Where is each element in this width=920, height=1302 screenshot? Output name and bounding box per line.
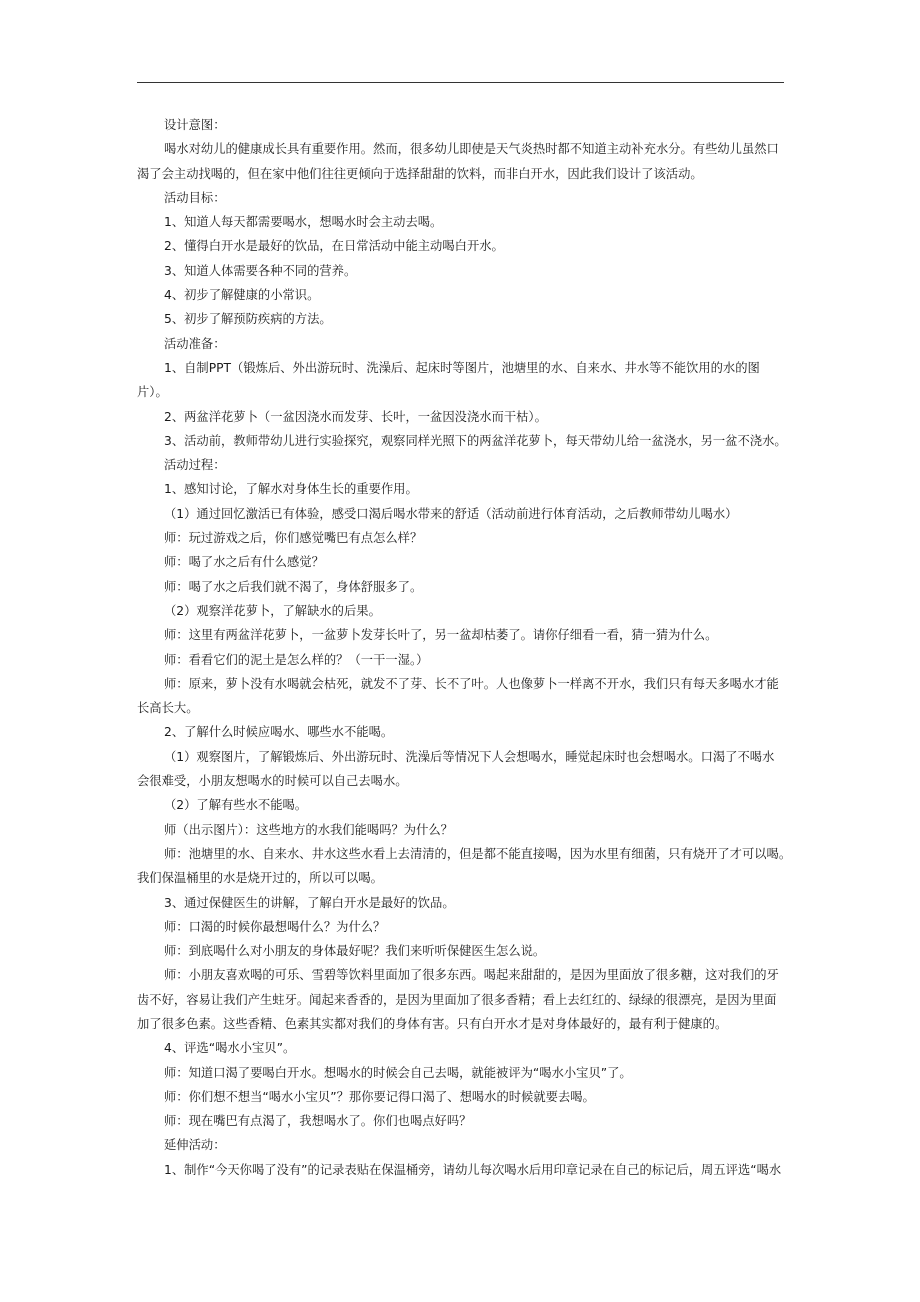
text-line: 4、评选“喝水小宝贝”。 [164, 1041, 296, 1056]
text-line: 师：你们想不想当“喝水小宝贝”？那你要记得口渴了、想喝水的时候就要去喝。 [164, 1089, 595, 1104]
text-line: 3、知道人体需要各种不同的营养。 [164, 263, 357, 278]
text-line: （2）了解有些水不能喝。 [164, 798, 308, 813]
text-line: 师：口渴的时候你最想喝什么？为什么？ [164, 919, 386, 934]
text-line: 1、自制PPT（锻炼后、外出游玩时、洗澡后、起床时等图片，池塘里的水、自来水、井水等不能饮用的水的图 [164, 360, 760, 375]
text-line: 1、制作“今天你喝了没有”的记录表贴在保温桶旁，请幼儿每次喝水后用印章记录在自己的标记后，周五评选“喝水 [164, 1162, 782, 1177]
text-line: 5、初步了解预防疾病的方法。 [164, 312, 332, 327]
text-line: 设计意图： [164, 118, 226, 132]
text-line: 师：知道口渴了要喝白开水。想喝水的时候会自己去喝，就能被评为“喝水小宝贝”了。 [164, 1065, 632, 1080]
text-line: 加了很多色素。这些香精、色素其实都对我们的身体有害。只有白开水才是对身体最好的，最有利于健康的。 [137, 1016, 728, 1031]
text-line: 3、活动前，教师带幼儿进行实验探究，观察同样光照下的两盆洋花萝卜，每天带幼儿给一盆浇水，另一盆不浇水。 [164, 433, 787, 448]
text-line: 渴了会主动找喝的，但在家中他们往往更倾向于选择甜甜的饮料，而非白开水，因此我们设计了该活动。 [137, 166, 703, 181]
text-line: 师：到底喝什么对小朋友的身体最好呢？我们来听听保健医生怎么说。 [164, 944, 546, 959]
text-line: 活动准备： [164, 336, 226, 351]
text-line: 活动目标： [164, 190, 226, 205]
text-line: 1、感知讨论，了解水对身体生长的重要作用。 [164, 482, 418, 497]
text-line: 1、知道人每天都需要喝水，想喝水时会主动去喝。 [164, 215, 443, 230]
text-line: 师：玩过游戏之后，你们感觉嘴巴有点怎么样？ [164, 531, 423, 546]
text-line: 2、了解什么时候应喝水、哪些水不能喝。 [164, 725, 394, 740]
text-line: 会很难受，小朋友想喝水的时候可以自己去喝水。 [137, 774, 408, 789]
text-line: （1）通过回忆激活已有体验，感受口渴后喝水带来的舒适（活动前进行体育活动，之后教师带幼儿喝水） [164, 506, 738, 521]
text-line: 活动过程： [164, 458, 226, 473]
text-line: 师（出示图片）：这些地方的水我们能喝吗？为什么？ [164, 822, 453, 837]
text-line: 师：池塘里的水、自来水、井水这些水看上去清清的，但是都不能直接喝，因为水里有细菌，只有烧开了才可以喝。 [164, 846, 792, 861]
text-line: 师：喝了水之后我们就不渴了，身体舒服多了。 [164, 579, 423, 594]
document-body [137, 113, 792, 1182]
text-line: 3、通过保健医生的讲解，了解白开水是最好的饮品。 [164, 895, 455, 910]
text-line: 师：现在嘴巴有点渴了，我想喝水了。你们也喝点好吗？ [164, 1114, 472, 1129]
text-line: 延伸活动： [164, 1138, 226, 1153]
text-line: 师：这里有两盆洋花萝卜，一盆萝卜发芽长叶了，另一盆却枯萎了。请你仔细看一看，猜一猜为什么。 [164, 628, 718, 643]
text-line: （2）观察洋花萝卜，了解缺水的后果。 [164, 603, 381, 618]
text-line: 4、初步了解健康的小常识。 [164, 288, 320, 303]
header-rule [137, 82, 784, 83]
text-line: 齿不好，容易让我们产生蛀牙。闻起来香香的，是因为里面加了很多香精；看上去红红的、绿绿的很漂亮，是因为里面 [137, 992, 777, 1007]
text-line: 师：原来，萝卜没有水喝就会枯死，就发不了芽、长不了叶。人也像萝卜一样离不开水，我们只有每天多喝水才能 [164, 676, 779, 691]
text-line: 师：看看它们的泥土是怎么样的？（一干一湿。） [164, 652, 429, 667]
text-line: 2、两盆洋花萝卜（一盆因浇水而发芽、长叶，一盆因没浇水而干枯）。 [164, 409, 547, 424]
text-line: 师：喝了水之后有什么感觉？ [164, 555, 324, 570]
text-line: 2、懂得白开水是最好的饮品，在日常活动中能主动喝白开水。 [164, 239, 504, 254]
text-line: 师：小朋友喜欢喝的可乐、雪碧等饮料里面加了很多东西。喝起来甜甜的，是因为里面放了很多糖，这对我们的牙 [164, 968, 779, 983]
text-line: 喝水对幼儿的健康成长具有重要作用。然而，很多幼儿即使是天气炎热时都不知道主动补充水分。有些幼儿虽然口 [164, 142, 779, 157]
text-line: 我们保温桶里的水是烧开过的，所以可以喝。 [137, 871, 383, 886]
text-line: 片）。 [137, 385, 168, 400]
text-line: （1）观察图片，了解锻炼后、外出游玩时、洗澡后等情况下人会想喝水，睡觉起床时也会想喝水。口渴了不喝水 [164, 749, 775, 764]
text-line: 长高长大。 [137, 701, 199, 716]
